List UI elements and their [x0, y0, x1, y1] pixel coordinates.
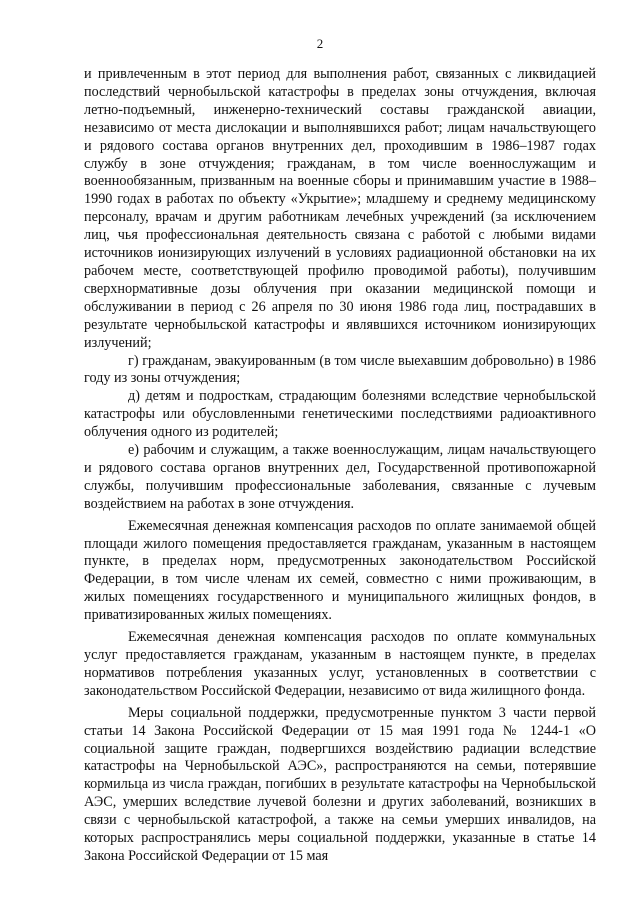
paragraph-item-e: е) рабочим и служащим, а также военнослужащим, лицам начальствующего и рядового состава органов внутренних дел, Государственной противопожарной службы, получившим профессиональные заболевания, связанные с лучевым воздействием на работах в зоне отчуждения. — [84, 442, 596, 512]
paragraph-item-g: г) гражданам, эвакуированным (в том числе выехавшим добровольно) в 1986 году из зоны отчуждения; — [84, 352, 596, 387]
paragraph-social-support: Меры социальной поддержки, предусмотренные пунктом 3 части первой статьи 14 Закона Российской Федерации от 15 мая 1991 года № 1244-1 «О социальной защите граждан, подвергшихся воздействию радиации вследствие катастрофы на Чернобыльской АЭС», распространяются на семьи, потерявшие кормильца из числа граждан, погибших в результате катастрофы на Чернобыльской АЭС, умерших вследствие лучевой болезни и других заболеваний, возникших в связи с чернобыльской катастрофой, а также на семьи умерших инвалидов, на которых распространялись меры социальной поддержки, указанные в статье 14 Закона Российской Федерации от 15 мая — [84, 704, 596, 864]
page-number: 2 — [316, 36, 324, 51]
paragraph-utilities-compensation: Ежемесячная денежная компенсация расходов по оплате коммунальных услуг предоставляется гражданам, указанным в настоящем пункте, в пределах нормативов потребления указанных услуг, установленных в соответствии с законодательством Российской Федерации, независимо от вида жилищного фонда. — [84, 629, 596, 699]
paragraph-continuation: и привлеченным в этот период для выполнения работ, связанных с ликвидацией последствий чернобыльской катастрофы в пределах зоны отчуждения, включая летно-подъемный, инженерно-технический составы гражданской авиации, независимо от места дислокации и выполнявшихся работ; лицам начальствующего и рядового состава органов внутренних дел, проходившим в 1986–1987 годах службу в зоне отчуждения; гражданам, в том числе военнослужащим и военнообязанным, призванным на военные сборы и принимавшим участие в 1988–1990 годах в работах по объекту «Укрытие»; младшему и среднему медицинскому персоналу, врачам и другим работникам лечебных учреждений (за исключением лиц, чья профессиональная деятельность связана с работой с любыми видами источников ионизирующих излучений в условиях радиационной обстановки на их рабочем месте, соответствующей профилю проводимой работы), получившим сверхнормативные дозы облучения при оказании медицинской помощи и обслуживании в период с 26 апреля по 30 июня 1986 года лиц, пострадавших в результате чернобыльской катастрофы и являвшихся источником ионизирующих излучений; — [84, 66, 596, 351]
document-body — [84, 66, 596, 866]
paragraph-housing-compensation: Ежемесячная денежная компенсация расходов по оплате занимаемой общей площади жилого помещения предоставляется гражданам, указанным в настоящем пункте, в пределах норм, предусмотренных законодательством Российской Федерации, в том числе членам их семей, совместно с ними проживающим, в жилых помещениях государственного и муниципального жилищных фондов, в приватизированных жилых помещениях. — [84, 517, 596, 624]
paragraph-item-d: д) детям и подросткам, страдающим болезнями вследствие чернобыльской катастрофы или обусловленными генетическими последствиями радиоактивного облучения одного из родителей; — [84, 388, 596, 441]
